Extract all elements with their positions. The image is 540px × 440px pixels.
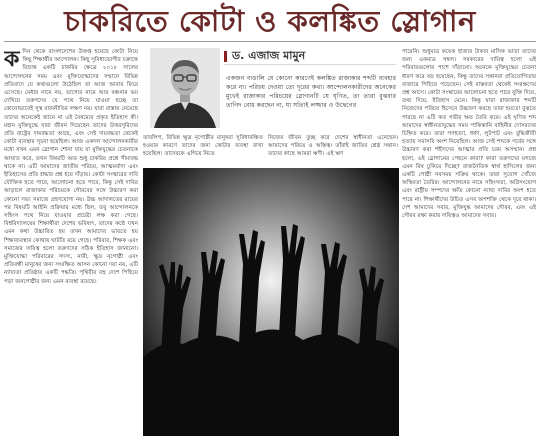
author-name: ড. এজাজ মামুন <box>232 49 306 62</box>
article-column-1 <box>4 48 138 436</box>
drop-cap: ক <box>4 48 20 72</box>
column-1-text: দিন থেকে বাংলাদেশের উত্তপ্ত হয়েছে কোটা নিয়ে কিছু শিক্ষার্থীর আন্দোলন। কিছু সুবিধাভোগীর চক্রান্তে বিভ্রান্ত একটি চাকরির ক্ষেত্রে ২০১৮ সালের আন্দোলনের সময় এবং মুক্তিযোদ্ধাদের সম্মানে বিভিন্ন প্রতিবাদে যে কথাগুলো উঠেছিল তা আজ আবার ফিরে এসেছে। মেধার নামে নয়, ভাগ্যের নামে আর বঞ্চনার ভয় দেখিয়ে তরুণদের যে পথে নিয়ে যাওয়া হচ্ছে তা কোনোভাবেই সুস্থ রাজনীতির লক্ষণ নয়। যারা রাস্তায় নেমেছে তাদের অনেকেই জানে না এই বৈষম্যের প্রকৃত ইতিহাস কী। মহান মুক্তিযুদ্ধে যারা জীবন দিয়েছেন তাদের উত্তরসূরিদের প্রতি রাষ্ট্রের দায়বদ্ধতা আছে, এবং সেই দায়বদ্ধতা থেকেই কোটা ব্যবস্থার সূচনা হয়েছিল। আজ একদল আন্দোলনকারীর মধ্যে যখন এমন স্লোগান শোনা যায় যা মুক্তিযুদ্ধের চেতনাকে আঘাত করে, তখন বিষয়টি আর শুধু চাকরির প্রশ্নে সীমাবদ্ধ থাকে না। এটি আমাদের জাতীয় পরিচয়, আত্মমর্যাদা এবং ইতিহাসের প্রতি শ্রদ্ধার প্রশ্ন হয়ে দাঁড়ায়। কোটা সংস্কারের দাবি যৌক্তিক হতে পারে, আলোচনা হতে পারে, কিন্তু সেই দাবির আড়ালে রাজাকার পরিচয়কে গৌরবের সঙ্গে উচ্চারণ করা কোনো সভ্য সমাজে গ্রহণযোগ্য নয়। উচ্চ আদালতের রায়ের পর বিষয়টি আইনি প্রক্রিয়ার মধ্যে ছিল, তবু আন্দোলনকে সহিংস পথে নিয়ে যাওয়ার প্রচেষ্টা লক্ষ করা গেছে। বিশ্ববিদ্যালয়ের শিক্ষার্থীরা দেশের ভবিষ্যৎ, তাদের কণ্ঠে যখন এমন কথা উচ্চারিত হয় তখন আমাদের ভাবতে হয় শিক্ষাব্যবস্থার কোথায় ঘাটতি রয়ে গেছে। পরিবার, শিক্ষক এবং সমাজের দায়িত্ব হলো তরুণদের সঠিক ইতিহাস জানানো। মুক্তিযোদ্ধা পরিবারের সদস্য, নারী, ক্ষুদ্র নৃগোষ্ঠী এবং প্রতিবন্ধী মানুষের জন্য সংরক্ষিত আসন কোনো দয়া নয়, এটি ন্যায্যতা প্রতিষ্ঠার একটি পদ্ধতি। পৃথিবীর বহু দেশে পিছিয়ে পড়া জনগোষ্ঠীর জন্য এমন ব্যবস্থা রয়েছে। <box>4 49 138 285</box>
lead-paragraph: একজন বাঙালি যে কোনো কারণেই কলঙ্কিত রাজাকার শব্দটি ব্যবহার করে না। পরিচয় দেওয়া তো দূরের কথা। আন্দোলনকারীদের অনেকের মুখেই রাজাকার পরিচয়ের স্লোগানটি যে ঘৃণিত, তা তারা বুঝবার তাগিদ বোধ করছেন না, যা সত্যিই লজ্জার ও উদ্বেগের <box>226 75 396 109</box>
article-headline: চাকরিতে কোটা ও কলঙ্কিত স্লোগান <box>64 4 476 38</box>
article-column-2: তাবলিগ, বিভিন্ন ক্ষুদ্র নৃগোষ্ঠীর মানুষরা সুবিধাবঞ্চিত হওয়ার কারণে তাদের জন্য কোটার ব্যবস্থা রাখা হয়েছিল। তাদেরকে এগিয়ে নিতে <box>143 135 263 158</box>
article-column-4: পারেনি। শুধুমাত্র কয়েক হাজার টাকার মাসিক ভাতা তাদের জন্য একমাত্র সম্বল। সরকারের দায়িত্ব হলো এই পরিবারগুলোর পাশে দাঁড়ানো। অনেকে মুক্তিযুদ্ধের চেতনা ধারণ করে বড় হয়েছেন, কিন্তু তাদের সন্তানরা প্রতিযোগিতার বাজারে পিছিয়ে পড়েছেন। সেই বাস্তবতা থেকেই সংরক্ষণের প্রশ্ন আসে। কোটা সংস্কারের আলোচনা হতে পারে যুক্তি দিয়ে, তথ্য দিয়ে, ইতিহাস মেনে। কিন্তু যারা রাজাকার শব্দটি নিজেদের পরিচয় হিসেবে উচ্চারণ করছে তারা হয়তো বুঝতে পারছে না এটি কত গভীর ক্ষত তৈরি করে। এই ঘৃণিত শব্দ আমাদের স্বাধীনতাযুদ্ধের সময় পাকিস্তানি বাহিনীর দোসরদের চিহ্নিত করে। তারা গণহত্যা, ধর্ষণ, লুটপাট এবং বুদ্ধিজীবী হত্যায় সরাসরি অংশ নিয়েছিল। আজ সেই শব্দকে গর্বের সঙ্গে উচ্চারণ করা শহীদদের আত্মার প্রতি চরম অসম্মান। প্রশ্ন হলো, এই স্লোগানের পেছনে কারা? কারা তরুণদের মগজে এমন বিষ ঢুকিয়ে দিচ্ছে? রাজনৈতিক স্বার্থ হাসিলের জন্য একটি গোষ্ঠী সবসময় সক্রিয় থাকে। তারা সুযোগ খোঁজে অস্থিরতা তৈরির। আন্দোলনের নামে সহিংসতা, অগ্নিসংযোগ এবং রাষ্ট্রীয় সম্পদের ক্ষতি কোনো ন্যায্য দাবির অংশ হতে পারে না। শিক্ষার্থীদের উচিত এসব অপশক্তি থেকে দূরে থাকা। দেশ আমাদের সবার, মুক্তিযুদ্ধ আমাদের গৌরব, এবং এই গৌরব রক্ষা করার দায়িত্বও আমাদের সবার। <box>402 49 536 220</box>
byline-marker <box>224 51 227 62</box>
byline <box>224 48 396 65</box>
headline-divider <box>4 41 536 42</box>
author-photo <box>150 48 220 128</box>
author-portrait <box>150 48 220 128</box>
raised-hands-artwork <box>143 168 399 436</box>
protest-illustration <box>143 168 399 436</box>
article-column-3: নিজের জীবন তুচ্ছ করে দেশের স্বাধীনতা এনেছেন। আমাদের পরিচয় ও অস্তিত্ব। তাঁরাই জাতির শ্রেষ্ঠ সন্তান। তাদের কাছে আমরা ঋণী। এই ঋণ <box>268 135 398 158</box>
